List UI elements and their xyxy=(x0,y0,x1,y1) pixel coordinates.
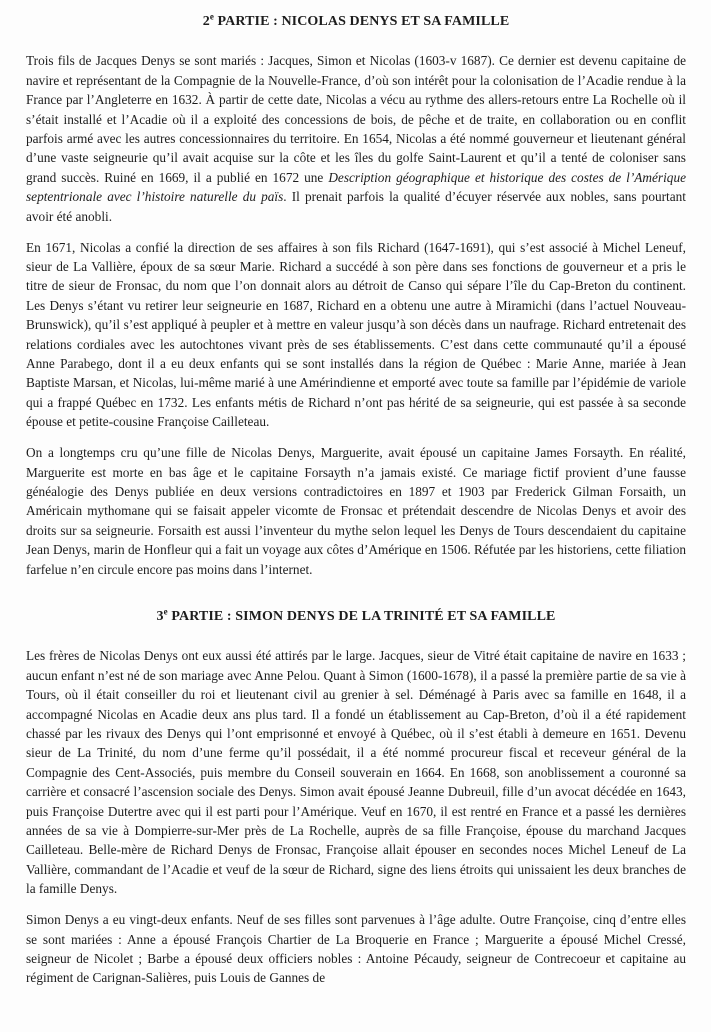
section-heading-part-2: 2e PARTIE : NICOLAS DENYS ET SA FAMILLE xyxy=(202,11,510,29)
section-heading-part-3: 3e PARTIE : SIMON DENYS DE LA TRINITÉ ET SA FAMILLE xyxy=(156,606,556,624)
section-part-2 xyxy=(26,12,686,579)
section-part-3 xyxy=(26,607,686,988)
paragraph-forsayth-myth: On a longtemps cru qu’une fille de Nicolas Denys, Marguerite, avait épousé un capitaine James Forsayth. En réalité, Marguerite est morte en bas âge et le capitaine Forsayth n’a jamais existé. Ce mariage fictif provient d’une fausse généalogie des Denys publiée en deux versions contradictoires en 1897 et 1903 par Frederick Gilman Forsaith, un Américain mythomane qui se faisait appeler vicomte de Fronsac et prétendait descendre de Nicolas Denys et avoir des droits sur sa seigneurie. Forsaith est aussi l’inventeur du mythe selon lequel les Denys de Tours descendaient du capitaine Jean Denys, marin de Honfleur qui a fait un voyage aux côtes d’Amérique en 1506. Réfutée par les historiens, cette filiation farfelue n’en circule encore pas moins dans l’internet. xyxy=(26,445,686,577)
paragraph-richard: En 1671, Nicolas a confié la direction de ses affaires à son fils Richard (1647-1691), qui s’est associé à Michel Leneuf, sieur de La Vallière, époux de sa sœur Marie. Richard a succédé à son père dans ses fonctions de gouverneur et a pris le titre de sieur de Fronsac, du nom que l’on donnait alors au détroit de Canso qui sépare l’île du Cap-Breton du continent. Les Denys s’étant vu retirer leur seigneurie en 1687, Richard en a obtenu une autre à Miramichi (dans l’actuel Nouveau-Brunswick), qu’il s’est appliqué à peupler et à mettre en valeur jusqu’à son décès dans un naufrage. Richard entretenait des relations cordiales avec les autochtones vivant près de ses établissements. C’est dans cette communauté qu’il a épousé Anne Parabego, dont il a eu deux enfants qui se sont installés dans la région de Québec : Marie Anne, mariée à Jean Baptiste Marsan, et Nicolas, lui-même marié à une Amérindienne et emporté avec toute sa famille par l’épidémie de variole qui a frappé Québec en 1732. Les enfants métis de Richard n’ont pas hérité de sa seigneurie, qui est passée à sa seconde épouse et petite-cousine Françoise Cailleteau. xyxy=(26,239,686,430)
paragraph-nicolas-intro: Trois fils de Jacques Denys se sont mariés : Jacques, Simon et Nicolas (1603-v 1687). Ce dernier est devenu capitaine de navire et représentant de la Compagnie de la Nouvelle-France, d’où son intérêt pour la colonisation de l’Acadie rendue à la France par l’Angleterre en 1632. À partir de cette date, Nicolas a vécu au rythme des allers-retours entre La Rochelle où il s’était installé et l’Acadie où il a exploité des concessions de bois, de pêche et de traite, en collaboration ou en conflit parfois armé avec les autres concessionnaires du territoire. En 1654, Nicolas a été nommé gouverneur et lieutenant général d’une vaste seigneurie qu’il avait acquise sur la côte et les îles du golfe Saint-Laurent et qu’il a tenté de coloniser sans grand succès. Ruiné en 1669, il a publié en 1672 une Description géographique et historique des costes de l’Amérique septentrionale avec l’histoire naturelle du païs. Il prenait parfois la qualité d’écuyer réservée aux nobles, sans pourtant avoir été anobli. xyxy=(26,53,687,224)
paragraph-simon-children: Simon Denys a eu vingt-deux enfants. Neuf de ses filles sont parvenues à l’âge adulte. Outre Françoise, cinq d’entre elles se sont mariées : Anne a épousé François Chartier de La Broquerie en France ; Marguerite a épousé Michel Cressé, seigneur de Nicolet ; Barbe a épousé deux officiers nobles : Antoine Pécaudy, seigneur de Contrecoeur et capitaine au régiment de Carignan-Salières, puis Louis de Gannes de xyxy=(26,912,686,986)
paragraph-simon-intro: Les frères de Nicolas Denys ont eux aussi été attirés par le large. Jacques, sieur de Vitré était capitaine de navire en 1633 ; aucun enfant n’est né de son mariage avec Anne Pelou. Quant à Simon (1600-1678), il a passé la première partie de sa vie à Tours, où il était conseiller du roi et lieutenant civil au grenier à sel. Déménagé à Paris avec sa famille en 1648, il a accompagné Nicolas en Acadie deux ans plus tard. Il a fondé un établissement au Cap-Breton, d’où il a été rapidement chassé par les rivaux des Denys qui l’ont emprisonné et envoyé à Québec, où il s’est établi à demeure en 1651. Devenu sieur de La Trinité, du nom d’une ferme qu’il possédait, il a été nommé procureur fiscal et receveur général de la Compagnie des Cent-Associés, puis membre du Conseil souverain en 1664. En 1668, son anoblissement a couronné sa carrière et consacré l’ascension sociale des Denys. Simon avait épousé Jeanne Dubreuil, fille d’un avocat décédée en 1643, puis Françoise Dutertre avec qui il est parti pour l’Amérique. Veuf en 1670, il est rentré en France et a passé les dernières années de sa vie à Dompierre-sur-Mer près de La Rochelle, auprès de sa fille Françoise, épouse du marchand Jacques Cailleteau. Belle-mère de Richard Denys de Fronsac, Françoise allait épouser en secondes noces Michel Leneuf de La Vallière, commandant de l’Acadie et veuf de la sœur de Richard, signe des liens étroits qui unissaient les deux branches de la famille Denys. xyxy=(26,648,686,897)
